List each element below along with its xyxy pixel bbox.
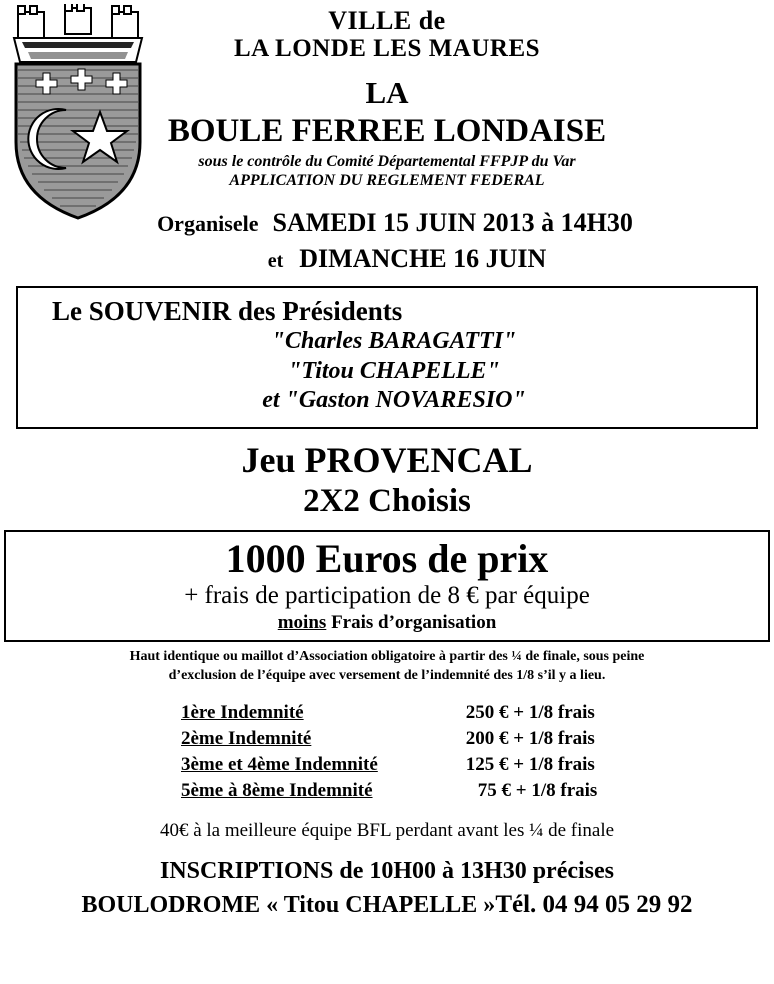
souvenir-box	[16, 286, 758, 429]
prize-deduction	[6, 612, 768, 634]
registration-info: INSCRIPTIONS de 10H00 à 13H30 précises	[159, 857, 615, 884]
city-name-line1: VILLE de	[328, 6, 446, 35]
souvenir-name-1: "Charles BARAGATTI"	[271, 328, 517, 355]
event-date-main: SAMEDI 15 JUIN 2013 à 14H30	[272, 208, 633, 238]
indemnity-value-2: 200 € + 1/8 frais	[465, 727, 595, 749]
club-prefix: LA	[365, 75, 409, 111]
indemnity-label-3: 3ème et 4ème Indemnité	[181, 753, 378, 775]
dress-code-line2: d’exclusion de l’équipe avec versement de l’indemnité des 1/8 s’il y a lieu.	[168, 668, 606, 684]
table-row	[157, 726, 617, 752]
table-row	[157, 778, 617, 804]
souvenir-title: Le SOUVENIR des Présidents	[52, 296, 403, 327]
prize-fee: + frais de participation de 8 € par équipe	[184, 582, 590, 610]
control-authority: sous le contrôle du Comité Départemental FFPJP du Var	[198, 153, 576, 171]
prize-deduction-rest: Frais d’organisation	[326, 612, 497, 634]
table-row	[157, 752, 617, 778]
prize-box	[4, 530, 770, 642]
venue-phone: Tél. 04 94 05 29 92	[495, 890, 693, 918]
event-date-second-row	[0, 244, 774, 274]
indemnity-label-1: 1ère Indemnité	[181, 701, 304, 723]
bfl-bonus-note: 40€ à la meilleure équipe BFL perdant avant les ¼ de finale	[159, 819, 615, 841]
game-format: 2X2 Choisis	[303, 483, 471, 520]
prize-deduction-moins: moins	[277, 612, 327, 634]
indemnity-label-2: 2ème Indemnité	[181, 727, 312, 749]
venue-name: BOULODROME « Titou CHAPELLE »	[81, 891, 496, 918]
federal-rules: APPLICATION DU REGLEMENT FEDERAL	[229, 172, 545, 190]
indemnity-value-1: 250 € + 1/8 frais	[465, 701, 595, 723]
city-name-line2: LA LONDE LES MAURES	[233, 35, 541, 63]
dress-code-line1: Haut identique ou maillot d’Association obligatoire à partir des ¼ de finale, sous peine	[129, 649, 645, 665]
game-type: Jeu PROVENCAL	[241, 440, 533, 481]
souvenir-name-2: "Titou CHAPELLE"	[288, 357, 500, 384]
organise-label: Organisele	[157, 211, 259, 237]
conjunction-et: et	[267, 250, 284, 273]
table-row	[157, 700, 617, 726]
coat-of-arms-icon	[8, 4, 148, 222]
club-name: BOULE FERREE LONDAISE	[167, 113, 607, 150]
souvenir-name-3: et "Gaston NOVARESIO"	[262, 386, 526, 413]
event-date-second: DIMANCHE 16 JUIN	[299, 244, 547, 274]
indemnity-value-3: 125 € + 1/8 frais	[465, 753, 595, 775]
prize-breakdown-table	[157, 700, 617, 804]
dress-code-note	[0, 648, 774, 686]
venue-info	[0, 891, 774, 919]
indemnity-label-4: 5ème à 8ème Indemnité	[181, 779, 373, 801]
indemnity-value-4: 75 € + 1/8 frais	[477, 779, 598, 801]
prize-amount: 1000 Euros de prix	[225, 536, 549, 582]
